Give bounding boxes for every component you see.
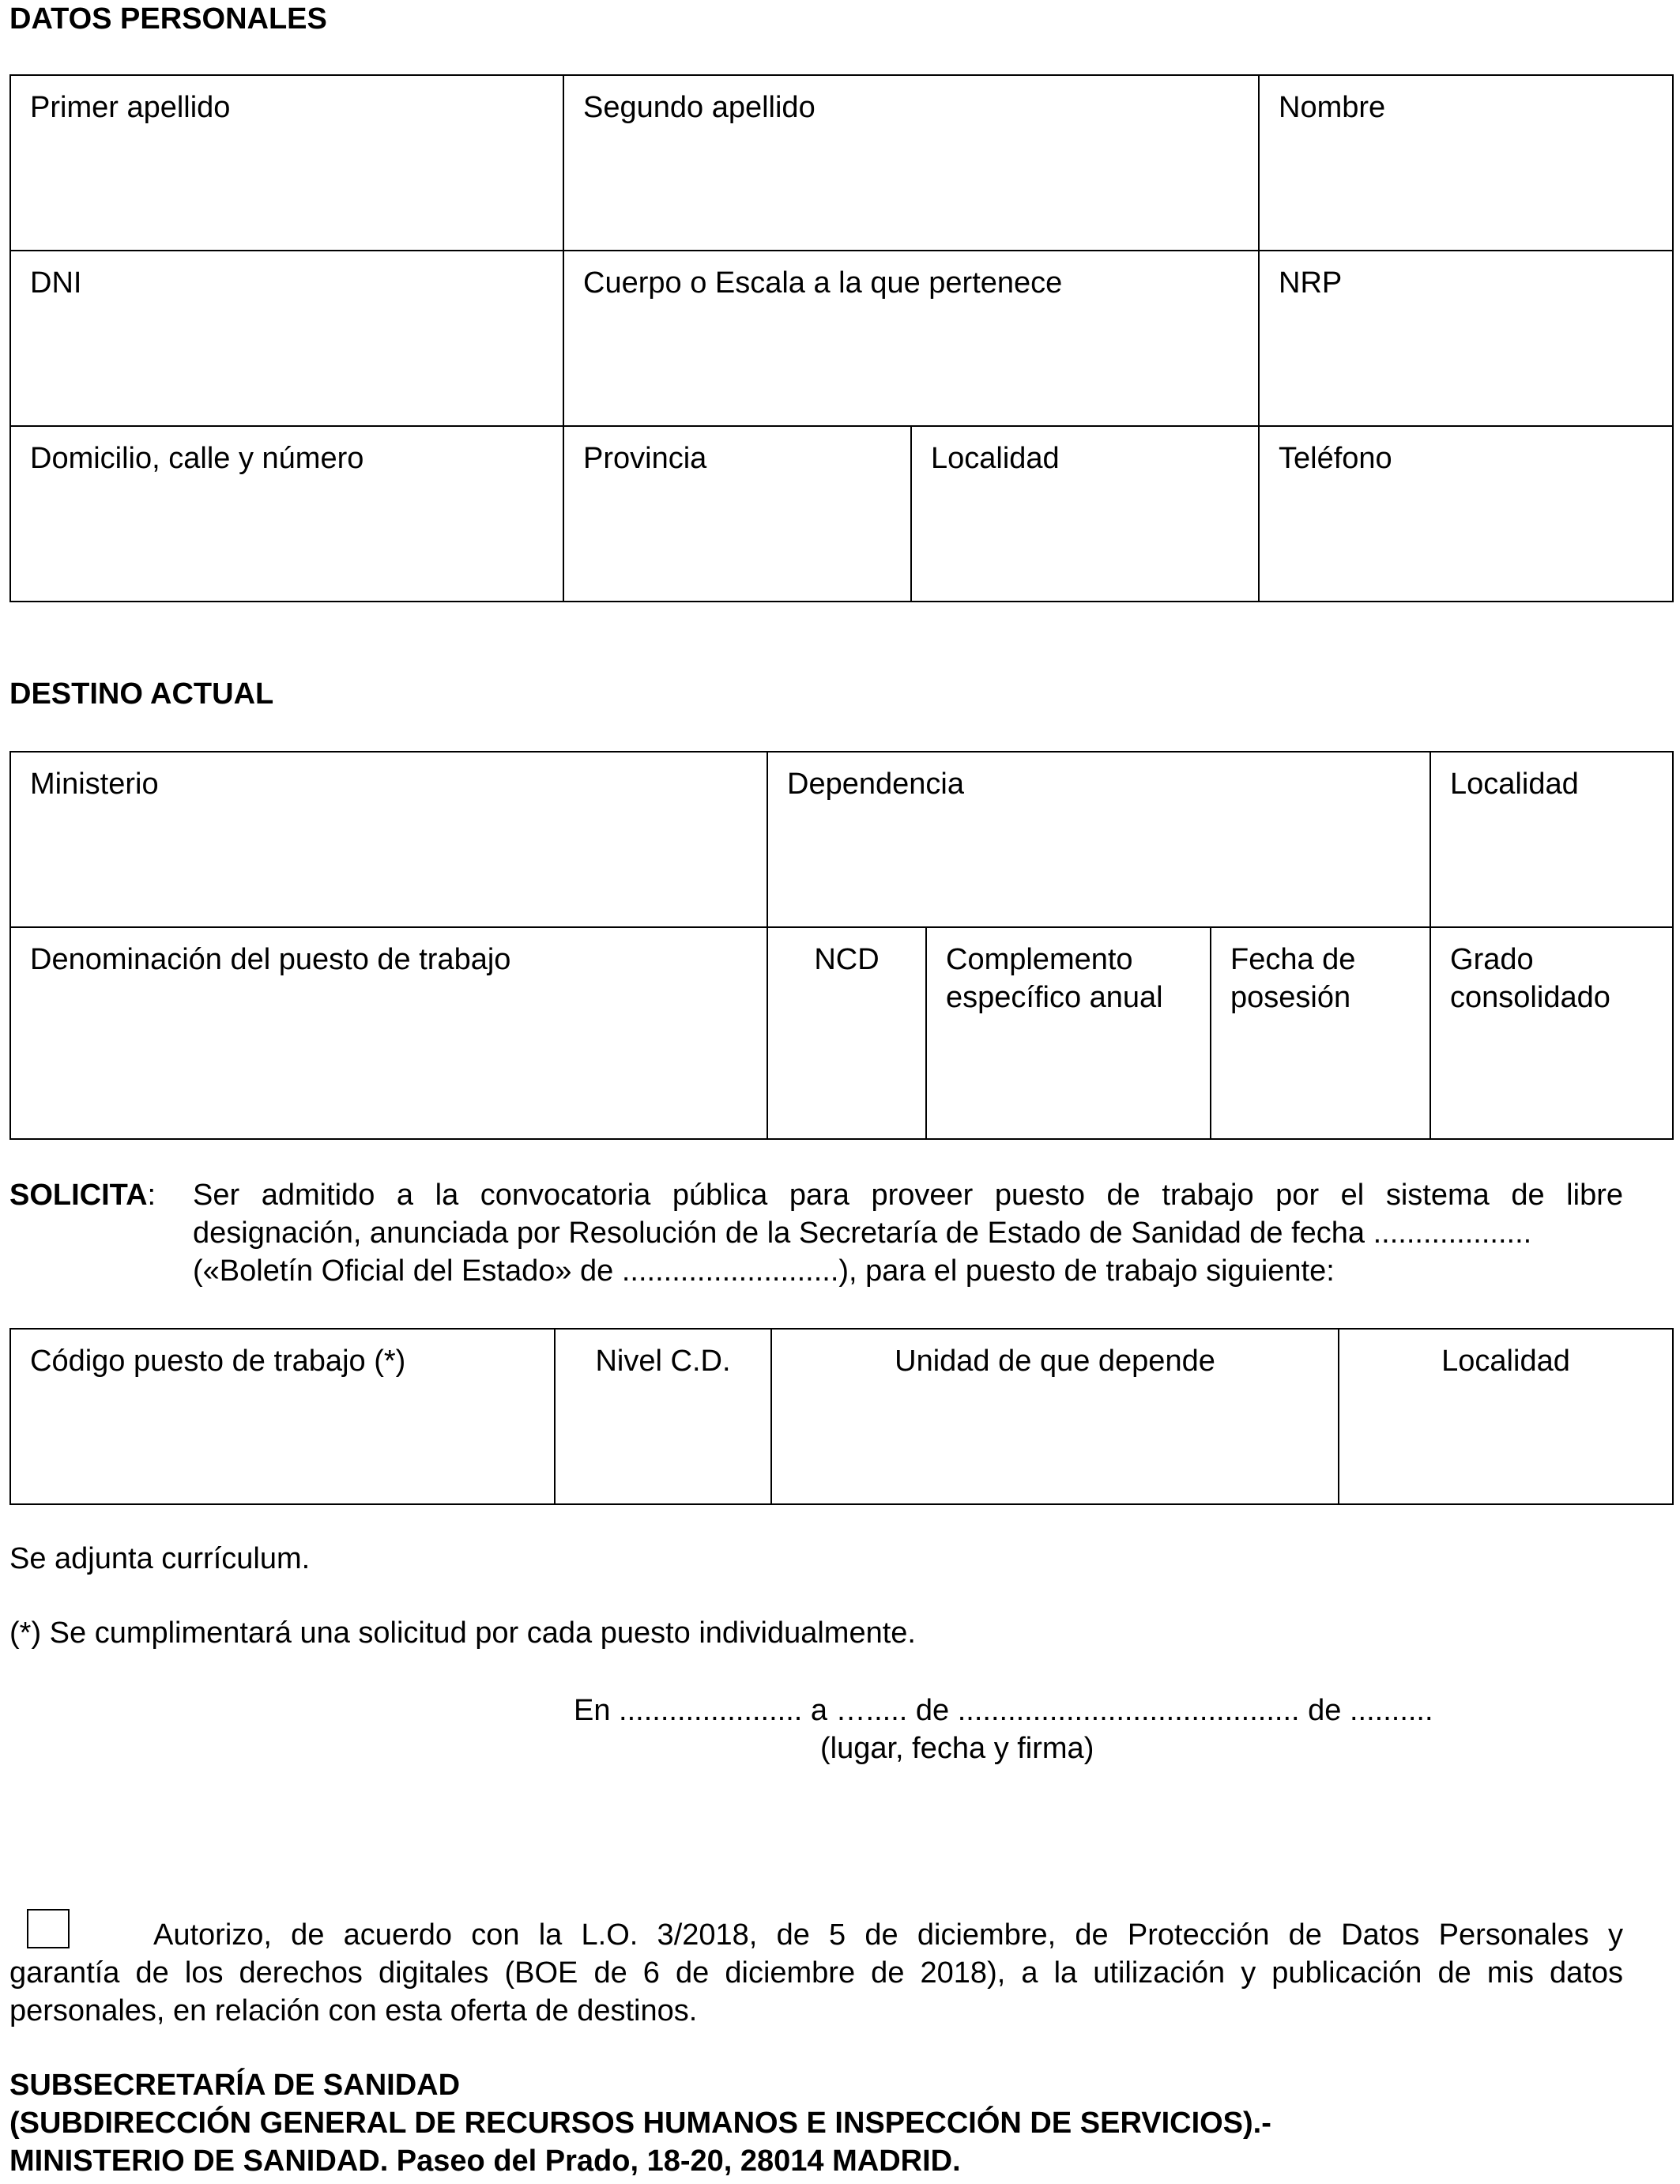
grado-label-line2: consolidado [1450,981,1610,1014]
segundo-apellido-field[interactable]: Segundo apellido [563,75,1259,251]
solicita-label-text: SOLICITA [9,1179,148,1212]
puesto-solicitado-table [9,1328,1674,1505]
grado-label-line1: Grado [1450,943,1534,976]
solicita-label [9,1176,156,1214]
autorizo-checkbox[interactable] [27,1909,70,1948]
ministerio-field[interactable]: Ministerio [10,752,767,927]
localidad-puesto-field[interactable]: Localidad [1339,1329,1673,1504]
complemento-label-line2: específico anual [946,981,1163,1014]
fecha-label-line1: Fecha de [1230,943,1356,976]
fecha-posesion-field[interactable] [1211,927,1430,1139]
footer-subdireccion: (SUBDIRECCIÓN GENERAL DE RECURSOS HUMANOS E INSPECCIÓN DE SERVICIOS).- [9,2107,1271,2140]
firma-caption: (lugar, fecha y firma) [820,1732,1094,1765]
nombre-field[interactable]: Nombre [1259,75,1673,251]
solicita-line3: («Boletín Oficial del Estado» de ..........................), para el puesto de trabajo siguiente: [193,1254,1335,1288]
footer-ministerio-address: MINISTERIO DE SANIDAD. Paseo del Prado, 18-20, 28014 MADRID. [9,2144,961,2178]
complemento-especifico-field[interactable] [926,927,1211,1139]
autorizo-line2: garantía de los derechos digitales (BOE de 6 de diciembre de 2018), a la utilización y publicación de mis datos [9,1956,1623,1990]
solicita-line2: designación, anunciada por Resolución de la Secretaría de Estado de Sanidad de fecha ................... [193,1216,1532,1250]
nrp-field[interactable]: NRP [1259,251,1673,426]
datos-personales-table [9,74,1674,602]
dni-field[interactable]: DNI [10,251,563,426]
domicilio-field[interactable]: Domicilio, calle y número [10,426,563,602]
dependencia-field[interactable]: Dependencia [767,752,1430,927]
telefono-field[interactable]: Teléfono [1259,426,1673,602]
localidad-field[interactable]: Localidad [911,426,1259,602]
footer-subsecretaria: SUBSECRETARÍA DE SANIDAD [9,2069,461,2102]
fecha-label-line2: posesión [1230,981,1351,1014]
cuerpo-escala-field[interactable]: Cuerpo o Escala a la que pertenece [563,251,1259,426]
denominacion-puesto-field[interactable]: Denominación del puesto de trabajo [10,927,767,1139]
solicita-colon: : [147,1179,156,1212]
asterisk-note: (*) Se cumplimentará una solicitud por cada puesto individualmente. [9,1616,916,1650]
ncd-field[interactable]: NCD [767,927,926,1139]
autorizo-line1: Autorizo, de acuerdo con la L.O. 3/2018, de 5 de diciembre, de Protección de Datos Personales y [153,1918,1623,1952]
destino-actual-table [9,751,1674,1140]
provincia-field[interactable]: Provincia [563,426,911,602]
solicita-line1: Ser admitido a la convocatoria pública para proveer puesto de trabajo por el sistema de libre [193,1179,1623,1212]
unidad-depende-field[interactable]: Unidad de que depende [771,1329,1339,1504]
datos-personales-heading: DATOS PERSONALES [9,2,327,36]
nivel-cd-field[interactable]: Nivel C.D. [555,1329,771,1504]
lugar-fecha-line: En ...................... a …..... de ......................................... de .......... [574,1694,1433,1727]
codigo-puesto-field[interactable]: Código puesto de trabajo (*) [10,1329,555,1504]
primer-apellido-field[interactable]: Primer apellido [10,75,563,251]
localidad-actual-field[interactable]: Localidad [1430,752,1673,927]
complemento-label-line1: Complemento [946,943,1133,976]
grado-consolidado-field[interactable] [1430,927,1673,1139]
autorizo-line3: personales, en relación con esta oferta de destinos. [9,1994,698,2027]
adjunta-curriculum-note: Se adjunta currículum. [9,1542,311,1575]
destino-actual-heading: DESTINO ACTUAL [9,677,274,711]
